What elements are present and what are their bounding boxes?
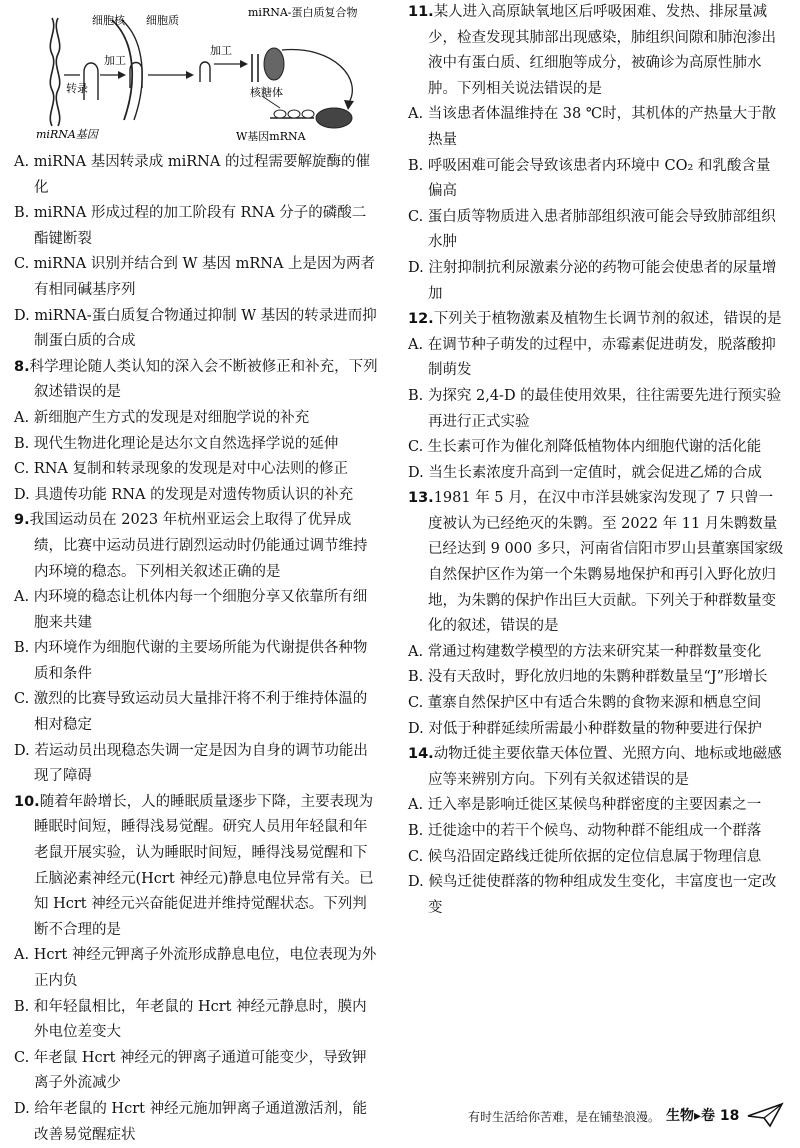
q13-stem xyxy=(408,486,784,640)
question-13 xyxy=(408,486,784,742)
q7-option-d: D. miRNA-蛋白质复合物通过抑制 W 基因的转录进而抑制蛋白质的合成 xyxy=(14,307,377,350)
q12-option-a: A. 在调节种子萌发的过程中，赤霉素促进萌发，脱落酸抑制萌发 xyxy=(408,336,776,379)
q12-stem-text: 下列关于植物激素及植物生长调节剂的叙述，错误的是 xyxy=(433,311,782,328)
q13-stem-text: 1981 年 5 月，在汉中市洋县姚家沟发现了 7 只曾一度被认为已经绝灭的朱鹮。至 2022 年 11 月朱鹮数量已经达到 9 000 多只，河南省信阳市罗山县董寨国家级自然保护区作为第一个朱鹮易地保护和再引入野化放归地，为朱鹮的保护作出巨大贡献。下列关于种群数量变化的叙述，错误的是 xyxy=(428,490,784,635)
q10-option-b: B. 和年轻鼠相比，年老鼠的 Hcrt 神经元静息时，膜内外电位差变大 xyxy=(14,998,367,1041)
q8-stem xyxy=(14,355,380,406)
label-mirna-gene: miRNA基因 xyxy=(36,128,98,141)
label-cytoplasm: 细胞质 xyxy=(146,14,179,27)
question-8 xyxy=(14,355,380,509)
mirna-diagram xyxy=(14,0,380,150)
q10-option-c: C. 年老鼠 Hcrt 神经元的钾离子通道可能变少，导致钾离子外流减少 xyxy=(14,1049,367,1092)
q7-option-a: A. miRNA 基因转录成 miRNA 的过程需要解旋酶的催化 xyxy=(14,154,370,196)
question-10 xyxy=(14,790,380,1148)
q14-option-b: B. 迁徙途中的若干个候鸟、动物种群不能组成一个群落 xyxy=(408,823,762,839)
question-11 xyxy=(408,0,784,307)
q8-option-b: B. 现代生物进化理论是达尔文自然选择学说的延伸 xyxy=(14,435,339,452)
q10-number: 10. xyxy=(14,793,40,810)
q9-stem xyxy=(14,508,380,585)
q11-option-d: D. 注射抑制抗利尿激素分泌的药物可能会使患者的尿量增加 xyxy=(408,259,777,302)
question-7-options xyxy=(14,150,380,355)
question-9 xyxy=(14,508,380,790)
label-ribosome: 核糖体 xyxy=(250,86,283,99)
mirna-pathway-figure xyxy=(14,0,380,150)
label-complex: miRNA-蛋白质复合物 xyxy=(248,6,358,19)
q9-number: 9. xyxy=(14,512,30,529)
q10-stem xyxy=(14,790,380,944)
q14-option-c: C. 候鸟沿固定路线迁徙所依据的定位信息属于物理信息 xyxy=(408,848,762,865)
q10-option-d: D. 给年老鼠的 Hcrt 神经元施加钾离子通道激活剂，能改善易觉醒症状 xyxy=(14,1100,368,1143)
q7-option-c: C. miRNA 识别并结合到 W 基因 mRNA 上是因为两者有相同碱基序列 xyxy=(14,256,376,298)
q11-number: 11. xyxy=(408,4,434,20)
q8-option-c: C. RNA 复制和转录现象的发现是对中心法则的修正 xyxy=(14,461,348,478)
label-process-2: 加工 xyxy=(210,44,232,57)
paper-plane-icon xyxy=(746,1102,786,1128)
q11-option-a: A. 当该患者体温维持在 38 ℃时，其机体的产热量大于散热量 xyxy=(408,106,777,148)
q10-option-a: A. Hcrt 神经元钾离子外流形成静息电位，电位表现为外正内负 xyxy=(14,947,377,989)
q14-stem xyxy=(408,742,784,793)
footer-subject-tag: 生物▸卷 18 xyxy=(666,1108,740,1124)
q13-option-b: B. 没有天敌时，野化放归地的朱鹮种群数量呈“J”形增长 xyxy=(408,669,768,686)
q8-option-a: A. 新细胞产生方式的发现是对细胞学说的补充 xyxy=(14,409,310,426)
footer-slogan: 有时生活给你苦难，是在铺垫浪漫。 xyxy=(468,1110,661,1124)
q14-option-d: D. 候鸟迁徙使群落的物种组成发生变化，丰富度也一定改变 xyxy=(408,874,777,916)
column-separator xyxy=(392,0,393,1100)
q13-option-c: C. 董寨自然保护区中有适合朱鹮的食物来源和栖息空间 xyxy=(408,695,762,712)
right-column xyxy=(408,0,784,921)
q14-stem-text: 动物迁徙主要依靠天体位置、光照方向、地标或地磁感应等来辨别方向。下列有关叙述错误的是 xyxy=(428,746,782,788)
q12-option-d: D. 当生长素浓度升高到一定值时，就会促进乙烯的合成 xyxy=(408,464,762,481)
q14-number: 14. xyxy=(408,746,434,763)
q13-number: 13. xyxy=(408,490,434,507)
q12-option-b: B. 为探究 2,4-D 的最佳使用效果，往往需要先进行预实验再进行正式实验 xyxy=(408,387,782,430)
q13-option-a: A. 常通过构建数学模型的方法来研究某一种群数量变化 xyxy=(408,643,762,660)
q12-option-c: C. 生长素可作为催化剂降低植物体内细胞代谢的活化能 xyxy=(408,439,762,456)
q7-option-b: B. miRNA 形成过程的加工阶段有 RNA 分子的磷酸二酯键断裂 xyxy=(14,205,367,247)
q8-number: 8. xyxy=(14,358,30,375)
page-footer xyxy=(468,1104,788,1128)
label-transcribe: 转录 xyxy=(66,82,88,95)
q12-number: 12. xyxy=(408,311,434,328)
q8-option-d: D. 具遗传功能 RNA 的发现是对遗传物质认识的补充 xyxy=(14,486,354,503)
q11-option-b: B. 呼吸困难可能会导致该患者内环境中 CO₂ 和乳酸含量偏高 xyxy=(408,157,771,200)
q9-option-c: C. 激烈的比赛导致运动员大量排汗将不利于维持体温的相对稳定 xyxy=(14,691,368,734)
q9-option-b: B. 内环境作为细胞代谢的主要场所能为代谢提供各种物质和条件 xyxy=(14,640,368,682)
question-14 xyxy=(408,742,784,921)
label-w-mrna: W基因mRNA xyxy=(236,130,306,143)
q9-option-d: D. 若运动员出现稳态失调一定是因为自身的调节功能出现了障碍 xyxy=(14,742,368,785)
q14-option-a: A. 迁入率是影响迁徙区某候鸟种群密度的主要因素之一 xyxy=(408,797,762,814)
left-column xyxy=(14,0,380,1148)
question-12 xyxy=(408,307,784,486)
q11-stem-text: 某人进入高原缺氧地区后呼吸困难、发热、排尿量减少，检查发现其肺部出现感染，肺组织间隙和肺泡渗出液中有蛋白质、红细胞等成分，被确诊为高原性肺水肿。下列相关说法错误的是 xyxy=(428,4,776,97)
label-process-1: 加工 xyxy=(104,54,126,67)
q11-option-c: C. 蛋白质等物质进入患者肺部组织液可能会导致肺部组织水肿 xyxy=(408,208,776,251)
q13-option-d: D. 对低于种群延续所需最小种群数量的物种要进行保护 xyxy=(408,720,762,737)
q10-stem-text: 随着年龄增长，人的睡眠质量逐步下降，主要表现为睡眠时间短，睡得浅易觉醒。研究人员用年轻鼠和年老鼠开展实验，认为睡眠时间短，睡得浅易觉醒和下丘脑泌素神经元(Hcrt 神经元)静息电位异常有关。已知 Hcrt 神经元兴奋能促进并维持觉醒状态。下列判断不合理的是 xyxy=(34,793,374,938)
label-nucleus: 细胞核 xyxy=(92,14,125,27)
q11-stem xyxy=(408,0,784,102)
q9-option-a: A. 内环境的稳态让机体内每一个细胞分享又依靠所有细胞来共建 xyxy=(14,589,368,631)
q12-stem xyxy=(408,307,784,333)
q9-stem-text: 我国运动员在 2023 年杭州亚运会上取得了优异成绩，比赛中运动员进行剧烈运动时仍能通过调节维持内环境的稳态。下列相关叙述正确的是 xyxy=(29,512,368,580)
q8-stem-text: 科学理论随人类认知的深入会不断被修正和补充，下列叙述错误的是 xyxy=(29,358,378,401)
